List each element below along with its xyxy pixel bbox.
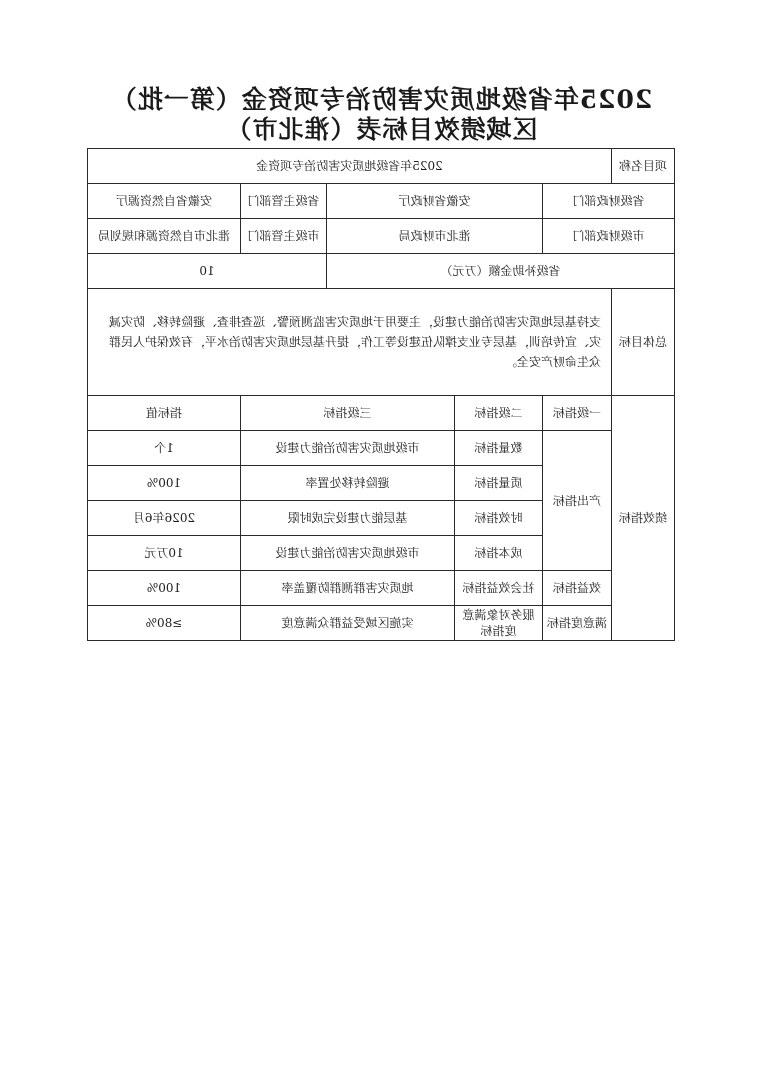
indicator-level3: 市级地质灾害防治能力建设 [241,536,455,571]
municipal-finance-value: 淮北市财政局 [327,219,543,254]
indicator-value: 2026年6月 [88,501,241,536]
table-row [88,184,675,219]
table-row [88,396,675,431]
indicator-value: 100% [88,571,241,606]
indicator-level2: 服务对象满意度指标 [455,606,543,641]
indicator-level3: 实施区域受益群众满意度 [241,606,455,641]
performance-target-table [87,148,675,641]
provincial-authority-value: 安徽省自然资源厅 [88,184,241,219]
indicator-value: 100% [88,466,241,501]
benefit-indicators-label: 效益指标 [543,571,612,606]
indicator-value: 1个 [88,431,241,466]
satisfaction-indicators-label: 满意度指标 [543,606,612,641]
header-level1: 一级指标 [543,396,612,431]
overall-goal-text: 支持基层地质灾害防治能力建设，主要用于地质灾害监测预警、巡查排查、避险转移、防灾减灾、宣传培训，基层专业支撑队伍建设等工作，提升基层地质灾害防治水平，有效保护人民群众生命财产安全。 [88,289,612,396]
indicator-value: ≥80% [88,606,241,641]
output-indicators-label: 产出指标 [543,431,612,571]
indicator-level2: 时效指标 [455,501,543,536]
indicator-level2: 成本指标 [455,536,543,571]
municipal-finance-label: 市级财政部门 [543,219,675,254]
table-row [88,431,675,466]
performance-indicators-label: 绩效指标 [612,396,675,641]
table-row [88,289,675,396]
fund-amount-label: 省级补助金额（万元） [327,254,675,289]
indicator-level3: 避险转移处置率 [241,466,455,501]
document-title-line1: 2025年省级地质灾害防治专项资金（第一批） [110,85,653,114]
project-name-value: 2025年省级地质灾害防治专项资金 [88,149,612,184]
document-title-line2: 区域绩效目标表（淮北市） [225,115,538,144]
provincial-finance-value: 安徽省财政厅 [327,184,543,219]
overall-goal-label: 总体目标 [612,289,675,396]
indicator-level2: 数量指标 [455,431,543,466]
project-name-label: 项目名称 [612,149,675,184]
table-row [88,219,675,254]
indicator-level3: 市级地质灾害防治能力建设 [241,431,455,466]
municipal-authority-value: 淮北市自然资源和规划局 [88,219,241,254]
provincial-finance-label: 省级财政部门 [543,184,675,219]
table-row [88,254,675,289]
table-row [88,606,675,641]
header-level2: 二级指标 [455,396,543,431]
header-level3: 三级指标 [241,396,455,431]
provincial-authority-label: 省级主管部门 [241,184,327,219]
table-row [88,571,675,606]
indicator-level2: 社会效益指标 [455,571,543,606]
indicator-value: 10万元 [88,536,241,571]
municipal-authority-label: 市级主管部门 [241,219,327,254]
indicator-level2: 质量指标 [455,466,543,501]
fund-amount-value: 10 [88,254,327,289]
indicator-level3: 地质灾害群测群防覆盖率 [241,571,455,606]
table-row [88,149,675,184]
indicator-level3: 基层能力建设完成时限 [241,501,455,536]
header-value: 指标值 [88,396,241,431]
